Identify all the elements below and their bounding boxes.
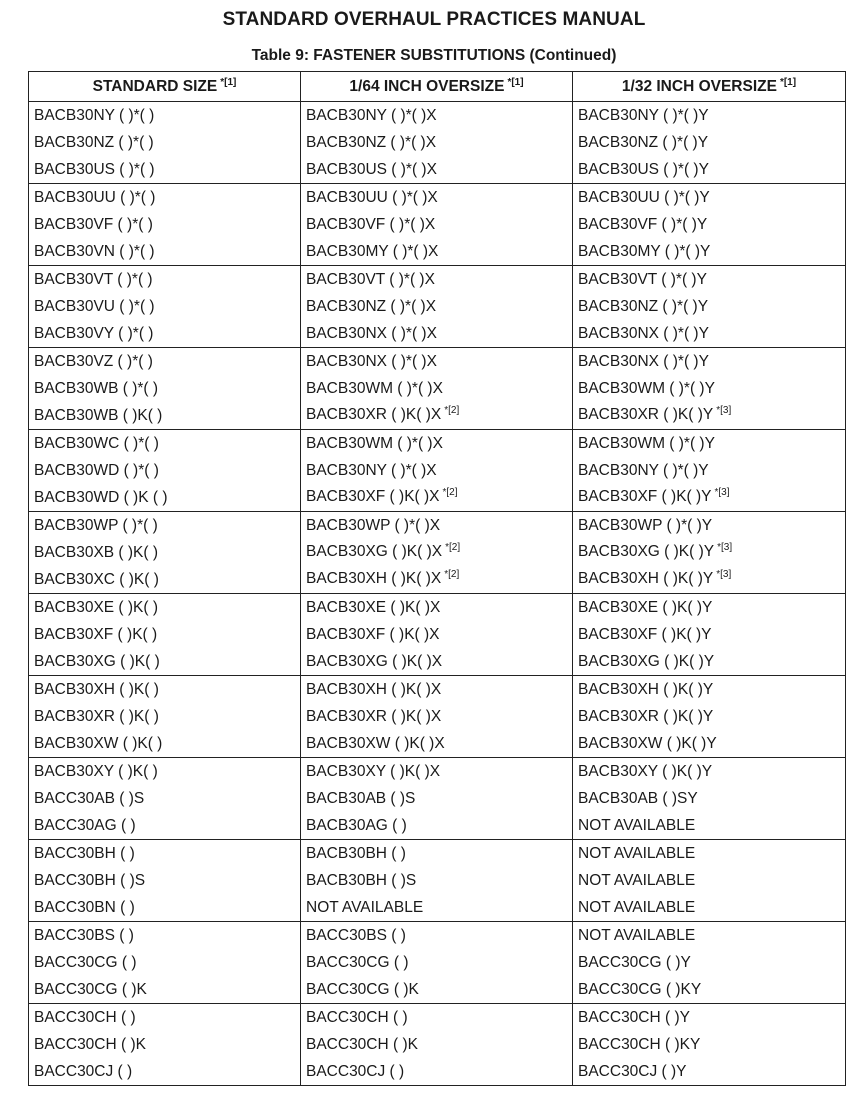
oversize-1-64-cell	[301, 430, 573, 458]
part-number: BACC30CH ( )KY	[578, 1035, 701, 1053]
table-row	[29, 867, 846, 894]
part-number: BACB30WD ( )*( )	[34, 461, 159, 479]
part-number: BACB30NZ ( )*( )Y	[578, 297, 709, 315]
oversize-1-64-cell	[301, 840, 573, 868]
part-number: BACB30WB ( )K( )	[34, 406, 163, 424]
table-row	[29, 457, 846, 484]
table-row	[29, 621, 846, 648]
standard-size-cell	[29, 457, 301, 484]
table-row	[29, 348, 846, 376]
oversize-1-32-cell	[573, 129, 846, 156]
standard-size-cell	[29, 676, 301, 704]
part-number: BACB30XR ( )K( )X	[306, 707, 442, 725]
part-number: BACB30US ( )*( )	[34, 160, 155, 178]
part-number: BACB30XF ( )K( )	[34, 625, 158, 643]
part-number: BACB30UU ( )*( )X	[306, 188, 438, 206]
oversize-1-32-cell	[573, 676, 846, 704]
part-number: BACB30VY ( )*( )	[34, 324, 154, 342]
oversize-1-32-cell	[573, 1058, 846, 1086]
oversize-1-32-cell	[573, 184, 846, 212]
row-group	[29, 512, 846, 594]
oversize-1-32-cell	[573, 430, 846, 458]
standard-size-cell	[29, 1031, 301, 1058]
standard-size-cell	[29, 703, 301, 730]
oversize-1-32-cell	[573, 375, 846, 402]
standard-size-cell	[29, 566, 301, 594]
table-row	[29, 758, 846, 786]
part-number: BACB30VT ( )*( )X	[306, 270, 435, 288]
part-number: BACB30AB ( )S	[306, 789, 416, 807]
oversize-1-64-cell	[301, 512, 573, 540]
standard-size-cell	[29, 621, 301, 648]
part-number: BACB30VF ( )*( )	[34, 215, 153, 233]
standard-size-cell	[29, 976, 301, 1004]
standard-size-cell	[29, 949, 301, 976]
part-number: BACB30XY ( )K( )Y	[578, 762, 713, 780]
table-row	[29, 402, 846, 430]
standard-size-cell	[29, 1004, 301, 1032]
standard-size-cell	[29, 320, 301, 348]
row-group	[29, 102, 846, 184]
table-row	[29, 840, 846, 868]
part-number: BACB30NX ( )*( )Y	[578, 352, 709, 370]
part-number: BACC30BS ( )	[34, 926, 134, 944]
part-number: BACB30XW ( )K( )X	[306, 734, 445, 752]
standard-size-cell	[29, 730, 301, 758]
part-number: BACC30CH ( )Y	[578, 1008, 690, 1026]
table-row	[29, 594, 846, 622]
standard-size-cell	[29, 894, 301, 922]
table-row	[29, 976, 846, 1004]
oversize-1-64-cell	[301, 129, 573, 156]
footnote-ref: *[3]	[714, 486, 730, 498]
part-number: BACB30XE ( )K( )	[34, 598, 159, 616]
part-number: NOT AVAILABLE	[306, 898, 424, 916]
standard-size-cell	[29, 922, 301, 950]
part-number: BACB30XW ( )K( )Y	[578, 734, 717, 752]
part-number: BACB30MY ( )*( )X	[306, 242, 439, 260]
standard-size-cell	[29, 539, 301, 566]
part-number: NOT AVAILABLE	[578, 816, 696, 834]
part-number: BACB30US ( )*( )X	[306, 160, 437, 178]
table-row	[29, 484, 846, 512]
part-number: BACB30XR ( )K( )	[34, 707, 159, 725]
part-number: BACB30NY ( )*( )X	[306, 106, 437, 124]
table-row	[29, 293, 846, 320]
part-number: BACB30MY ( )*( )Y	[578, 242, 711, 260]
oversize-1-64-cell	[301, 922, 573, 950]
standard-size-cell	[29, 594, 301, 622]
part-number: BACB30NX ( )*( )X	[306, 324, 437, 342]
table-row	[29, 648, 846, 676]
oversize-1-64-cell	[301, 758, 573, 786]
part-number: BACC30CH ( )	[34, 1008, 136, 1026]
standard-size-cell	[29, 102, 301, 130]
table-row	[29, 676, 846, 704]
standard-size-cell	[29, 293, 301, 320]
part-number: BACB30XC ( )K( )	[34, 570, 159, 588]
header-standard-size	[29, 72, 301, 102]
oversize-1-64-cell	[301, 211, 573, 238]
part-number: BACB30WB ( )*( )	[34, 379, 159, 397]
oversize-1-32-cell	[573, 812, 846, 840]
standard-size-cell	[29, 375, 301, 402]
oversize-1-64-cell	[301, 184, 573, 212]
oversize-1-64-cell	[301, 293, 573, 320]
oversize-1-32-cell	[573, 238, 846, 266]
oversize-1-64-cell	[301, 894, 573, 922]
standard-size-cell	[29, 648, 301, 676]
part-number: BACC30CG ( )KY	[578, 980, 702, 998]
standard-size-cell	[29, 184, 301, 212]
part-number: BACC30AB ( )S	[34, 789, 145, 807]
oversize-1-32-cell	[573, 648, 846, 676]
part-number: BACB30XW ( )K( )	[34, 734, 163, 752]
part-number: BACB30WD ( )K ( )	[34, 488, 168, 506]
oversize-1-32-cell	[573, 566, 846, 594]
oversize-1-32-cell	[573, 156, 846, 184]
oversize-1-64-cell	[301, 1058, 573, 1086]
part-number: BACB30AB ( )SY	[578, 789, 698, 807]
part-number: BACB30WM ( )*( )X	[306, 434, 443, 452]
oversize-1-32-cell	[573, 867, 846, 894]
part-number: BACC30CJ ( )Y	[578, 1062, 687, 1080]
part-number: BACB30NY ( )*( )Y	[578, 106, 709, 124]
part-number: BACB30WC ( )*( )	[34, 434, 159, 452]
table-row	[29, 266, 846, 294]
oversize-1-64-cell	[301, 785, 573, 812]
oversize-1-32-cell	[573, 402, 846, 430]
part-number: BACB30VT ( )*( )Y	[578, 270, 707, 288]
oversize-1-64-cell	[301, 375, 573, 402]
table-row	[29, 730, 846, 758]
part-number: BACB30NX ( )*( )X	[306, 352, 437, 370]
table-row	[29, 129, 846, 156]
footnote-ref: *[2]	[445, 541, 461, 553]
table-row	[29, 894, 846, 922]
header-row	[29, 72, 846, 102]
oversize-1-32-cell	[573, 1004, 846, 1032]
table-row	[29, 512, 846, 540]
table-row	[29, 430, 846, 458]
row-group	[29, 840, 846, 922]
footnote-ref: *[3]	[716, 568, 732, 580]
oversize-1-32-cell	[573, 840, 846, 868]
oversize-1-32-cell	[573, 621, 846, 648]
part-number: BACC30CH ( )	[306, 1008, 408, 1026]
row-group	[29, 676, 846, 758]
standard-size-cell	[29, 758, 301, 786]
table-row	[29, 539, 846, 566]
oversize-1-32-cell	[573, 512, 846, 540]
oversize-1-64-cell	[301, 594, 573, 622]
part-number: BACC30CG ( )K	[34, 980, 147, 998]
part-number: BACB30NX ( )*( )Y	[578, 324, 709, 342]
table-row	[29, 375, 846, 402]
part-number: BACC30BH ( )S	[34, 871, 146, 889]
table-row	[29, 320, 846, 348]
part-number: BACB30AG ( )	[306, 816, 407, 834]
part-number: BACB30NZ ( )*( )X	[306, 297, 437, 315]
header-1-32-oversize	[573, 72, 846, 102]
part-number: BACB30XE ( )K( )X	[306, 598, 441, 616]
part-number: BACB30WP ( )*( )X	[306, 516, 441, 534]
header-label: STANDARD SIZE	[92, 77, 218, 95]
standard-size-cell	[29, 430, 301, 458]
part-number: BACB30NY ( )*( )Y	[578, 461, 709, 479]
oversize-1-32-cell	[573, 1031, 846, 1058]
part-number: BACB30XR ( )K( )Y	[578, 405, 714, 423]
oversize-1-32-cell	[573, 785, 846, 812]
oversize-1-64-cell	[301, 539, 573, 566]
footnote-ref: *[3]	[716, 404, 732, 416]
part-number: BACB30NZ ( )*( )X	[306, 133, 437, 151]
part-number: BACB30UU ( )*( )Y	[578, 188, 710, 206]
oversize-1-64-cell	[301, 402, 573, 430]
table-row	[29, 184, 846, 212]
part-number: BACB30VT ( )*( )	[34, 270, 153, 288]
part-number: BACC30CJ ( )	[34, 1062, 133, 1080]
oversize-1-64-cell	[301, 976, 573, 1004]
standard-size-cell	[29, 156, 301, 184]
oversize-1-32-cell	[573, 703, 846, 730]
part-number: BACB30XH ( )K( )X	[306, 680, 442, 698]
part-number: BACC30CG ( )	[34, 953, 137, 971]
standard-size-cell	[29, 1058, 301, 1086]
part-number: BACB30WM ( )*( )Y	[578, 434, 715, 452]
oversize-1-32-cell	[573, 484, 846, 512]
part-number: BACB30XE ( )K( )Y	[578, 598, 713, 616]
oversize-1-64-cell	[301, 621, 573, 648]
footnote-ref: *[1]	[779, 76, 797, 88]
part-number: BACB30VN ( )*( )	[34, 242, 155, 260]
oversize-1-64-cell	[301, 156, 573, 184]
table-row	[29, 102, 846, 130]
oversize-1-32-cell	[573, 594, 846, 622]
row-group	[29, 758, 846, 840]
part-number: BACB30VU ( )*( )	[34, 297, 155, 315]
oversize-1-32-cell	[573, 211, 846, 238]
footnote-ref: *[1]	[507, 76, 524, 88]
table-row	[29, 1004, 846, 1032]
table-row	[29, 922, 846, 950]
oversize-1-32-cell	[573, 976, 846, 1004]
part-number: BACB30US ( )*( )Y	[578, 160, 709, 178]
oversize-1-64-cell	[301, 730, 573, 758]
row-group	[29, 594, 846, 676]
part-number: BACB30XR ( )K( )X	[306, 405, 442, 423]
table-header	[29, 72, 846, 102]
oversize-1-64-cell	[301, 320, 573, 348]
part-number: BACC30CJ ( )	[306, 1062, 405, 1080]
part-number: BACB30NZ ( )*( )Y	[578, 133, 709, 151]
part-number: BACC30AG ( )	[34, 816, 136, 834]
part-number: NOT AVAILABLE	[578, 926, 696, 944]
table-row	[29, 785, 846, 812]
row-group	[29, 348, 846, 430]
footnote-ref: *[2]	[444, 568, 460, 580]
oversize-1-64-cell	[301, 676, 573, 704]
part-number: BACB30XF ( )K( )Y	[578, 487, 712, 505]
oversize-1-64-cell	[301, 484, 573, 512]
table-row	[29, 211, 846, 238]
oversize-1-64-cell	[301, 949, 573, 976]
header-label: 1/64 INCH OVERSIZE	[349, 77, 505, 95]
table-row	[29, 238, 846, 266]
footnote-ref: *[2]	[442, 486, 458, 498]
part-number: BACB30VZ ( )*( )	[34, 352, 153, 370]
part-number: BACB30NZ ( )*( )	[34, 133, 154, 151]
part-number: BACC30CG ( )Y	[578, 953, 691, 971]
standard-size-cell	[29, 348, 301, 376]
oversize-1-32-cell	[573, 348, 846, 376]
part-number: BACB30WM ( )*( )Y	[578, 379, 715, 397]
oversize-1-64-cell	[301, 348, 573, 376]
oversize-1-64-cell	[301, 648, 573, 676]
header-1-64-oversize	[301, 72, 573, 102]
footnote-ref: *[2]	[444, 404, 460, 416]
row-group	[29, 922, 846, 1004]
part-number: BACB30XH ( )K( )X	[306, 569, 442, 587]
oversize-1-32-cell	[573, 320, 846, 348]
oversize-1-32-cell	[573, 539, 846, 566]
oversize-1-64-cell	[301, 102, 573, 130]
table-row	[29, 812, 846, 840]
part-number: BACB30XB ( )K( )	[34, 543, 159, 561]
part-number: BACC30CH ( )K	[306, 1035, 418, 1053]
standard-size-cell	[29, 867, 301, 894]
table-row	[29, 1031, 846, 1058]
oversize-1-32-cell	[573, 922, 846, 950]
standard-size-cell	[29, 812, 301, 840]
part-number: BACB30VF ( )*( )Y	[578, 215, 708, 233]
oversize-1-64-cell	[301, 1031, 573, 1058]
part-number: BACB30XG ( )K( )X	[306, 652, 443, 670]
oversize-1-64-cell	[301, 1004, 573, 1032]
standard-size-cell	[29, 211, 301, 238]
oversize-1-32-cell	[573, 758, 846, 786]
standard-size-cell	[29, 402, 301, 430]
part-number: BACB30NY ( )*( )	[34, 106, 155, 124]
part-number: BACB30UU ( )*( )	[34, 188, 156, 206]
row-group	[29, 1004, 846, 1086]
fastener-substitution-table	[28, 71, 846, 1086]
oversize-1-32-cell	[573, 457, 846, 484]
oversize-1-64-cell	[301, 703, 573, 730]
standard-size-cell	[29, 238, 301, 266]
part-number: NOT AVAILABLE	[578, 844, 696, 862]
standard-size-cell	[29, 840, 301, 868]
part-number: BACB30XG ( )K( )Y	[578, 652, 715, 670]
table-row	[29, 703, 846, 730]
header-label: 1/32 INCH OVERSIZE	[621, 77, 777, 95]
oversize-1-32-cell	[573, 894, 846, 922]
oversize-1-32-cell	[573, 266, 846, 294]
standard-size-cell	[29, 266, 301, 294]
part-number: BACB30NY ( )*( )X	[306, 461, 437, 479]
table-row	[29, 1058, 846, 1086]
part-number: BACB30XF ( )K( )X	[306, 625, 440, 643]
standard-size-cell	[29, 129, 301, 156]
footnote-ref: *[3]	[717, 541, 733, 553]
part-number: BACB30WP ( )*( )	[34, 516, 158, 534]
part-number: BACB30XH ( )K( )Y	[578, 569, 714, 587]
part-number: BACC30BN ( )	[34, 898, 135, 916]
part-number: BACB30XH ( )K( )	[34, 680, 159, 698]
part-number: BACC30BH ( )	[34, 844, 135, 862]
part-number: BACB30VF ( )*( )X	[306, 215, 436, 233]
part-number: BACB30XG ( )K( )	[34, 652, 160, 670]
standard-size-cell	[29, 785, 301, 812]
part-number: BACB30XG ( )K( )Y	[578, 542, 715, 560]
table-caption: Table 9: FASTENER SUBSTITUTIONS (Continued)	[251, 47, 617, 64]
part-number: BACB30XF ( )K( )X	[306, 487, 440, 505]
oversize-1-32-cell	[573, 102, 846, 130]
part-number: BACC30CH ( )K	[34, 1035, 146, 1053]
part-number: BACB30WM ( )*( )X	[306, 379, 443, 397]
part-number: BACB30XG ( )K( )X	[306, 542, 443, 560]
row-group	[29, 430, 846, 512]
oversize-1-64-cell	[301, 457, 573, 484]
row-group	[29, 266, 846, 348]
part-number: BACB30XR ( )K( )Y	[578, 707, 714, 725]
document-title: STANDARD OVERHAUL PRACTICES MANUAL	[222, 9, 646, 30]
part-number: BACB30BH ( )S	[306, 871, 417, 889]
table-row	[29, 156, 846, 184]
row-group	[29, 184, 846, 266]
part-number: NOT AVAILABLE	[578, 898, 696, 916]
part-number: BACB30XH ( )K( )Y	[578, 680, 714, 698]
oversize-1-64-cell	[301, 238, 573, 266]
part-number: BACB30XY ( )K( )X	[306, 762, 441, 780]
oversize-1-64-cell	[301, 266, 573, 294]
oversize-1-32-cell	[573, 730, 846, 758]
part-number: BACC30CG ( )	[306, 953, 409, 971]
footnote-ref: *[1]	[220, 76, 237, 88]
oversize-1-64-cell	[301, 812, 573, 840]
part-number: BACC30CG ( )K	[306, 980, 419, 998]
oversize-1-32-cell	[573, 949, 846, 976]
part-number: BACB30WP ( )*( )Y	[578, 516, 713, 534]
oversize-1-32-cell	[573, 293, 846, 320]
table-row	[29, 566, 846, 594]
standard-size-cell	[29, 512, 301, 540]
standard-size-cell	[29, 484, 301, 512]
part-number: BACB30XF ( )K( )Y	[578, 625, 712, 643]
part-number: BACB30BH ( )	[306, 844, 406, 862]
oversize-1-64-cell	[301, 566, 573, 594]
part-number: BACC30BS ( )	[306, 926, 406, 944]
part-number: NOT AVAILABLE	[578, 871, 696, 889]
oversize-1-64-cell	[301, 867, 573, 894]
part-number: BACB30XY ( )K( )	[34, 762, 158, 780]
table-row	[29, 949, 846, 976]
